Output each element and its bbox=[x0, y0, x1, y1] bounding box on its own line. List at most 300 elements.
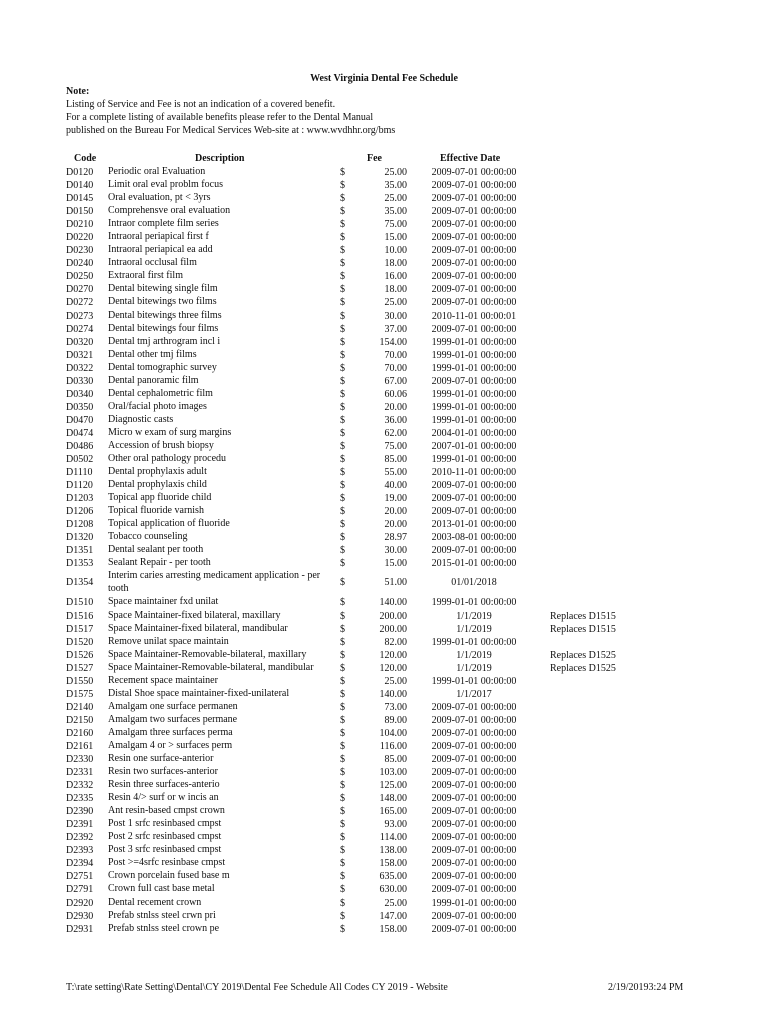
row-fee: 147.00 bbox=[379, 910, 407, 922]
row-code: D0145 bbox=[66, 193, 94, 205]
note-heading: Note: bbox=[66, 86, 90, 97]
row-fee: 30.00 bbox=[384, 545, 407, 557]
row-currency-symbol: $ bbox=[340, 180, 345, 192]
row-fee: 40.00 bbox=[384, 480, 407, 492]
row-fee: 35.00 bbox=[384, 206, 407, 218]
table-row bbox=[0, 740, 768, 753]
row-description: Dental bitewings four films bbox=[108, 322, 219, 334]
row-code: D1208 bbox=[66, 519, 94, 531]
row-effective-date: 2009-07-01 00:00:00 bbox=[431, 740, 517, 752]
row-effective-date: 2009-07-01 00:00:00 bbox=[431, 910, 517, 922]
row-description: Tobacco counseling bbox=[108, 531, 188, 543]
row-description: Topical application of fluoride bbox=[108, 518, 230, 530]
row-code: D2335 bbox=[66, 793, 94, 805]
table-row bbox=[0, 596, 768, 609]
row-currency-symbol: $ bbox=[340, 610, 345, 622]
row-description: Dental bitewings three films bbox=[108, 309, 222, 321]
row-description: Space Maintainer-Removable-bilateral, mandibular bbox=[108, 661, 314, 673]
table-row bbox=[0, 310, 768, 323]
row-fee: 70.00 bbox=[384, 349, 407, 361]
row-description: Crown full cast base metal bbox=[108, 883, 215, 895]
row-currency-symbol: $ bbox=[340, 427, 345, 439]
row-effective-date: 1999-01-01 00:00:00 bbox=[431, 401, 517, 413]
row-fee: 82.00 bbox=[384, 636, 407, 648]
row-currency-symbol: $ bbox=[340, 349, 345, 361]
row-currency-symbol: $ bbox=[340, 577, 345, 589]
row-fee: 148.00 bbox=[379, 793, 407, 805]
row-currency-symbol: $ bbox=[340, 558, 345, 570]
row-fee: 165.00 bbox=[379, 806, 407, 818]
row-effective-date: 2009-07-01 00:00:00 bbox=[431, 193, 517, 205]
row-code: D0486 bbox=[66, 440, 94, 452]
row-note: Replaces D1525 bbox=[550, 649, 616, 661]
row-fee: 85.00 bbox=[384, 454, 407, 466]
row-description: Extraoral first film bbox=[108, 270, 183, 282]
row-effective-date: 1999-01-01 00:00:00 bbox=[431, 349, 517, 361]
row-code: D2791 bbox=[66, 884, 94, 896]
table-row bbox=[0, 897, 768, 910]
row-description: Space Maintainer-fixed bilateral, maxillary bbox=[108, 609, 281, 621]
table-row bbox=[0, 362, 768, 375]
table-row bbox=[0, 779, 768, 792]
row-code: D2393 bbox=[66, 845, 94, 857]
row-code: D2391 bbox=[66, 819, 94, 831]
footer-file-path: T:\rate setting\Rate Setting\Dental\CY 2019\Dental Fee Schedule All Codes CY 2019 - Website bbox=[66, 982, 448, 993]
row-fee: 20.00 bbox=[384, 401, 407, 413]
table-row bbox=[0, 440, 768, 453]
row-currency-symbol: $ bbox=[340, 793, 345, 805]
row-fee: 37.00 bbox=[384, 323, 407, 335]
table-row bbox=[0, 244, 768, 257]
row-effective-date: 2007-01-01 00:00:00 bbox=[431, 440, 517, 452]
table-row bbox=[0, 870, 768, 883]
row-currency-symbol: $ bbox=[340, 754, 345, 766]
footer-timestamp: 2/19/20193:24 PM bbox=[608, 982, 684, 993]
table-row bbox=[0, 636, 768, 649]
row-effective-date: 01/01/2018 bbox=[451, 577, 497, 589]
row-code: D1320 bbox=[66, 532, 94, 544]
row-effective-date: 2009-07-01 00:00:00 bbox=[431, 245, 517, 257]
row-effective-date: 2009-07-01 00:00:00 bbox=[431, 858, 517, 870]
row-description: Dental cephalometric film bbox=[108, 387, 213, 399]
row-code: D2330 bbox=[66, 754, 94, 766]
row-fee: 630.00 bbox=[379, 884, 407, 896]
table-row bbox=[0, 323, 768, 336]
table-row bbox=[0, 570, 768, 596]
row-code: D2394 bbox=[66, 858, 94, 870]
table-row bbox=[0, 792, 768, 805]
row-fee: 103.00 bbox=[379, 767, 407, 779]
row-description: Intraoral occlusal film bbox=[108, 257, 197, 269]
row-currency-symbol: $ bbox=[340, 297, 345, 309]
row-effective-date: 2009-07-01 00:00:00 bbox=[431, 923, 517, 935]
row-currency-symbol: $ bbox=[340, 871, 345, 883]
row-effective-date: 1999-01-01 00:00:00 bbox=[431, 388, 517, 400]
row-fee: 16.00 bbox=[384, 271, 407, 283]
row-currency-symbol: $ bbox=[340, 897, 345, 909]
row-code: D0250 bbox=[66, 271, 94, 283]
table-row bbox=[0, 701, 768, 714]
row-currency-symbol: $ bbox=[340, 271, 345, 283]
row-effective-date: 2009-07-01 00:00:00 bbox=[431, 871, 517, 883]
row-description: Dental prophylaxis child bbox=[108, 479, 207, 491]
row-fee: 20.00 bbox=[384, 506, 407, 518]
note-line-1: Listing of Service and Fee is not an indication of a covered benefit. bbox=[66, 99, 336, 110]
row-currency-symbol: $ bbox=[340, 767, 345, 779]
table-row bbox=[0, 805, 768, 818]
table-row bbox=[0, 375, 768, 388]
row-description: Resin three surfaces-anterio bbox=[108, 779, 220, 791]
row-fee: 75.00 bbox=[384, 440, 407, 452]
row-currency-symbol: $ bbox=[340, 727, 345, 739]
row-currency-symbol: $ bbox=[340, 414, 345, 426]
row-code: D0322 bbox=[66, 362, 94, 374]
row-description: Diagnostic casts bbox=[108, 413, 174, 425]
table-row bbox=[0, 649, 768, 662]
row-code: D1516 bbox=[66, 610, 94, 622]
row-description: Amalgam two surfaces permane bbox=[108, 713, 238, 725]
row-fee: 51.00 bbox=[384, 577, 407, 589]
row-effective-date: 2013-01-01 00:00:00 bbox=[431, 519, 517, 531]
row-currency-symbol: $ bbox=[340, 780, 345, 792]
row-code: D1517 bbox=[66, 623, 94, 635]
row-effective-date: 1/1/2019 bbox=[456, 623, 492, 635]
row-currency-symbol: $ bbox=[340, 688, 345, 700]
row-description: Amalgam one surface permanen bbox=[108, 700, 238, 712]
row-effective-date: 2009-07-01 00:00:00 bbox=[431, 180, 517, 192]
table-row bbox=[0, 270, 768, 283]
row-fee: 158.00 bbox=[379, 858, 407, 870]
row-effective-date: 2009-07-01 00:00:00 bbox=[431, 258, 517, 270]
row-currency-symbol: $ bbox=[340, 258, 345, 270]
row-code: D0272 bbox=[66, 297, 94, 309]
row-fee: 62.00 bbox=[384, 427, 407, 439]
row-description: Prefab stnlss steel crwn pri bbox=[108, 909, 216, 921]
row-code: D0150 bbox=[66, 206, 94, 218]
row-effective-date: 2009-07-01 00:00:00 bbox=[431, 727, 517, 739]
row-effective-date: 2009-07-01 00:00:00 bbox=[431, 297, 517, 309]
row-description: Post >=4srfc resinbase cmpst bbox=[108, 857, 226, 869]
row-fee: 18.00 bbox=[384, 258, 407, 270]
table-row bbox=[0, 623, 768, 636]
row-currency-symbol: $ bbox=[340, 362, 345, 374]
row-fee: 10.00 bbox=[384, 245, 407, 257]
row-currency-symbol: $ bbox=[340, 232, 345, 244]
table-row bbox=[0, 388, 768, 401]
table-row bbox=[0, 401, 768, 414]
row-code: D0120 bbox=[66, 167, 94, 178]
row-code: D0240 bbox=[66, 258, 94, 270]
row-fee: 140.00 bbox=[379, 688, 407, 700]
row-code: D1110 bbox=[66, 467, 93, 479]
row-description: Topical fluoride varnish bbox=[108, 505, 204, 517]
row-description: Accession of brush biopsy bbox=[108, 439, 214, 451]
row-code: D2161 bbox=[66, 740, 94, 752]
row-description: Dental panoramic film bbox=[108, 374, 199, 386]
row-code: D0340 bbox=[66, 388, 94, 400]
table-row bbox=[0, 192, 768, 205]
column-header-code: Code bbox=[74, 153, 97, 164]
row-description: Resin 4/> surf or w incis an bbox=[108, 792, 219, 804]
row-code: D2332 bbox=[66, 780, 94, 792]
column-header-description: Description bbox=[195, 153, 245, 164]
table-row bbox=[0, 179, 768, 192]
row-effective-date: 2009-07-01 00:00:00 bbox=[431, 219, 517, 231]
row-currency-symbol: $ bbox=[340, 845, 345, 857]
row-fee: 73.00 bbox=[384, 701, 407, 713]
row-code: D0140 bbox=[66, 180, 94, 192]
row-description: Post 1 srfc resinbased cmpst bbox=[108, 818, 222, 830]
row-effective-date: 2009-07-01 00:00:00 bbox=[431, 375, 517, 387]
row-currency-symbol: $ bbox=[340, 740, 345, 752]
row-fee: 200.00 bbox=[379, 610, 407, 622]
note-line-2: For a complete listing of available benefits please refer to the Dental Manual bbox=[66, 112, 374, 123]
row-description: Post 3 srfc resinbased cmpst bbox=[108, 844, 222, 856]
table-row bbox=[0, 218, 768, 231]
row-fee: 36.00 bbox=[384, 414, 407, 426]
row-fee: 70.00 bbox=[384, 362, 407, 374]
row-code: D0350 bbox=[66, 401, 94, 413]
row-currency-symbol: $ bbox=[340, 167, 345, 178]
row-fee: 116.00 bbox=[379, 740, 407, 752]
row-currency-symbol: $ bbox=[340, 662, 345, 674]
row-fee: 25.00 bbox=[384, 193, 407, 205]
row-currency-symbol: $ bbox=[340, 636, 345, 648]
row-code: D1526 bbox=[66, 649, 94, 661]
row-effective-date: 2009-07-01 00:00:00 bbox=[431, 780, 517, 792]
row-description: Intraoral periapical first f bbox=[108, 231, 209, 243]
row-effective-date: 2009-07-01 00:00:00 bbox=[431, 754, 517, 766]
row-description: Sealant Repair - per tooth bbox=[108, 557, 211, 569]
row-effective-date: 2009-07-01 00:00:00 bbox=[431, 480, 517, 492]
table-row bbox=[0, 675, 768, 688]
row-code: D1520 bbox=[66, 636, 94, 648]
row-fee: 125.00 bbox=[379, 780, 407, 792]
row-effective-date: 1999-01-01 00:00:00 bbox=[431, 414, 517, 426]
row-currency-symbol: $ bbox=[340, 532, 345, 544]
row-description: Amalgam 4 or > surfaces perm bbox=[108, 739, 233, 751]
row-currency-symbol: $ bbox=[340, 884, 345, 896]
row-effective-date: 2009-07-01 00:00:00 bbox=[431, 506, 517, 518]
row-currency-symbol: $ bbox=[340, 245, 345, 257]
row-currency-symbol: $ bbox=[340, 623, 345, 635]
row-fee: 25.00 bbox=[384, 297, 407, 309]
row-currency-symbol: $ bbox=[340, 219, 345, 231]
row-fee: 25.00 bbox=[384, 675, 407, 687]
row-description: Space Maintainer-fixed bilateral, mandibular bbox=[108, 622, 288, 634]
table-row bbox=[0, 857, 768, 870]
row-fee: 120.00 bbox=[379, 649, 407, 661]
row-effective-date: 2010-11-01 00:00:01 bbox=[431, 310, 517, 322]
table-row bbox=[0, 831, 768, 844]
row-note: Replaces D1515 bbox=[550, 623, 616, 635]
table-row bbox=[0, 283, 768, 296]
row-description: Distal Shoe space maintainer-fixed-unilateral bbox=[108, 687, 290, 699]
row-effective-date: 1/1/2019 bbox=[456, 610, 492, 622]
row-description: Dental tomographic survey bbox=[108, 361, 217, 373]
row-description: Dental other tmj films bbox=[108, 348, 197, 360]
row-fee: 154.00 bbox=[379, 336, 407, 348]
table-row bbox=[0, 336, 768, 349]
column-header-effective-date: Effective Date bbox=[440, 153, 501, 164]
row-currency-symbol: $ bbox=[340, 440, 345, 452]
row-description: Interim caries arresting medicament application - per tooth bbox=[108, 570, 321, 594]
row-effective-date: 2009-07-01 00:00:00 bbox=[431, 701, 517, 713]
row-effective-date: 2009-07-01 00:00:00 bbox=[431, 232, 517, 244]
row-fee: 30.00 bbox=[384, 310, 407, 322]
row-effective-date: 2009-07-01 00:00:00 bbox=[431, 806, 517, 818]
row-currency-symbol: $ bbox=[340, 193, 345, 205]
row-currency-symbol: $ bbox=[340, 675, 345, 687]
row-description: Crown porcelain fused base m bbox=[108, 870, 230, 882]
row-fee: 25.00 bbox=[384, 897, 407, 909]
row-code: D2140 bbox=[66, 701, 94, 713]
row-currency-symbol: $ bbox=[340, 858, 345, 870]
row-fee: 28.97 bbox=[384, 532, 407, 544]
row-description: Periodic oral Evaluation bbox=[108, 166, 206, 177]
row-description: Post 2 srfc resinbased cmpst bbox=[108, 831, 222, 843]
row-effective-date: 1/1/2017 bbox=[456, 688, 492, 700]
row-effective-date: 1999-01-01 00:00:00 bbox=[431, 675, 517, 687]
table-row bbox=[0, 557, 768, 570]
row-fee: 55.00 bbox=[384, 467, 407, 479]
row-description: Ant resin-based cmpst crown bbox=[108, 805, 225, 817]
row-code: D0273 bbox=[66, 310, 94, 322]
row-effective-date: 2003-08-01 00:00:00 bbox=[431, 532, 517, 544]
table-row bbox=[0, 610, 768, 623]
row-fee: 18.00 bbox=[384, 284, 407, 296]
row-description: Oral/facial photo images bbox=[108, 400, 207, 412]
row-description: Intraor complete film series bbox=[108, 218, 219, 230]
row-code: D0330 bbox=[66, 375, 94, 387]
row-description: Amalgam three surfaces perma bbox=[108, 726, 233, 738]
row-code: D1354 bbox=[66, 577, 94, 589]
row-code: D2160 bbox=[66, 727, 94, 739]
row-effective-date: 2009-07-01 00:00:00 bbox=[431, 323, 517, 335]
row-description: Limit oral eval problm focus bbox=[108, 179, 223, 191]
row-currency-symbol: $ bbox=[340, 388, 345, 400]
table-row bbox=[0, 688, 768, 701]
row-effective-date: 1999-01-01 00:00:00 bbox=[431, 636, 517, 648]
row-description: Dental sealant per tooth bbox=[108, 544, 204, 556]
row-effective-date: 2010-11-01 00:00:00 bbox=[431, 467, 517, 479]
row-code: D2331 bbox=[66, 767, 94, 779]
row-currency-symbol: $ bbox=[340, 545, 345, 557]
row-description: Resin one surface-anterior bbox=[108, 753, 214, 765]
row-code: D2931 bbox=[66, 923, 94, 935]
table-row bbox=[0, 923, 768, 936]
row-effective-date: 2015-01-01 00:00:00 bbox=[431, 558, 517, 570]
row-code: D1206 bbox=[66, 506, 94, 518]
table-row bbox=[0, 296, 768, 309]
row-effective-date: 2009-07-01 00:00:00 bbox=[431, 284, 517, 296]
row-code: D1203 bbox=[66, 493, 94, 505]
row-description: Dental prophylaxis adult bbox=[108, 466, 207, 478]
column-header-fee: Fee bbox=[367, 153, 382, 164]
row-currency-symbol: $ bbox=[340, 923, 345, 935]
fee-table bbox=[0, 166, 768, 936]
row-fee: 140.00 bbox=[379, 597, 407, 609]
row-description: Prefab stnlss steel crown pe bbox=[108, 922, 220, 934]
row-code: D0220 bbox=[66, 232, 94, 244]
table-row bbox=[0, 766, 768, 779]
table-row bbox=[0, 753, 768, 766]
row-fee: 120.00 bbox=[379, 662, 407, 674]
table-row bbox=[0, 427, 768, 440]
table-row bbox=[0, 544, 768, 557]
row-fee: 25.00 bbox=[384, 167, 407, 178]
row-fee: 60.06 bbox=[384, 388, 407, 400]
row-currency-symbol: $ bbox=[340, 336, 345, 348]
table-row bbox=[0, 910, 768, 923]
row-description: Remove unilat space maintain bbox=[108, 635, 229, 647]
row-code: D0474 bbox=[66, 427, 94, 439]
row-description: Dental tmj arthrogram incl i bbox=[108, 335, 221, 347]
row-currency-symbol: $ bbox=[340, 284, 345, 296]
row-code: D2751 bbox=[66, 871, 94, 883]
table-row bbox=[0, 231, 768, 244]
row-fee: 158.00 bbox=[379, 923, 407, 935]
row-currency-symbol: $ bbox=[340, 375, 345, 387]
note-line-3: published on the Bureau For Medical Services Web-site at : www.wvdhhr.org/bms bbox=[66, 125, 396, 136]
row-fee: 20.00 bbox=[384, 519, 407, 531]
row-code: D2150 bbox=[66, 714, 94, 726]
table-row bbox=[0, 205, 768, 218]
row-currency-symbol: $ bbox=[340, 701, 345, 713]
table-row bbox=[0, 714, 768, 727]
table-row bbox=[0, 453, 768, 466]
table-row bbox=[0, 662, 768, 675]
row-currency-symbol: $ bbox=[340, 506, 345, 518]
row-fee: 138.00 bbox=[379, 845, 407, 857]
row-effective-date: 2009-07-01 00:00:00 bbox=[431, 545, 517, 557]
row-currency-symbol: $ bbox=[340, 493, 345, 505]
row-currency-symbol: $ bbox=[340, 401, 345, 413]
row-code: D1550 bbox=[66, 675, 94, 687]
table-row bbox=[0, 414, 768, 427]
table-row bbox=[0, 844, 768, 857]
row-description: Intraoral periapical ea add bbox=[108, 244, 213, 256]
table-row bbox=[0, 883, 768, 896]
row-description: Dental recement crown bbox=[108, 896, 202, 908]
row-currency-symbol: $ bbox=[340, 714, 345, 726]
table-row bbox=[0, 505, 768, 518]
row-code: D2930 bbox=[66, 910, 94, 922]
row-description: Dental bitewing single film bbox=[108, 283, 218, 295]
row-effective-date: 1999-01-01 00:00:00 bbox=[431, 597, 517, 609]
row-effective-date: 2009-07-01 00:00:00 bbox=[431, 767, 517, 779]
row-effective-date: 2009-07-01 00:00:00 bbox=[431, 845, 517, 857]
row-code: D2392 bbox=[66, 832, 94, 844]
page-title: West Virginia Dental Fee Schedule bbox=[310, 73, 458, 84]
row-description: Dental bitewings two films bbox=[108, 296, 217, 308]
row-fee: 85.00 bbox=[384, 754, 407, 766]
row-code: D0270 bbox=[66, 284, 94, 296]
table-row bbox=[0, 818, 768, 831]
row-effective-date: 1999-01-01 00:00:00 bbox=[431, 362, 517, 374]
row-effective-date: 2009-07-01 00:00:00 bbox=[431, 271, 517, 283]
row-code: D2920 bbox=[66, 897, 94, 909]
row-code: D1353 bbox=[66, 558, 94, 570]
row-effective-date: 2009-07-01 00:00:00 bbox=[431, 793, 517, 805]
row-code: D1120 bbox=[66, 480, 93, 492]
row-currency-symbol: $ bbox=[340, 832, 345, 844]
row-description: Topical app fluoride child bbox=[108, 492, 212, 504]
row-effective-date: 1999-01-01 00:00:00 bbox=[431, 454, 517, 466]
row-effective-date: 1999-01-01 00:00:00 bbox=[431, 897, 517, 909]
row-fee: 35.00 bbox=[384, 180, 407, 192]
row-code: D1510 bbox=[66, 597, 94, 609]
